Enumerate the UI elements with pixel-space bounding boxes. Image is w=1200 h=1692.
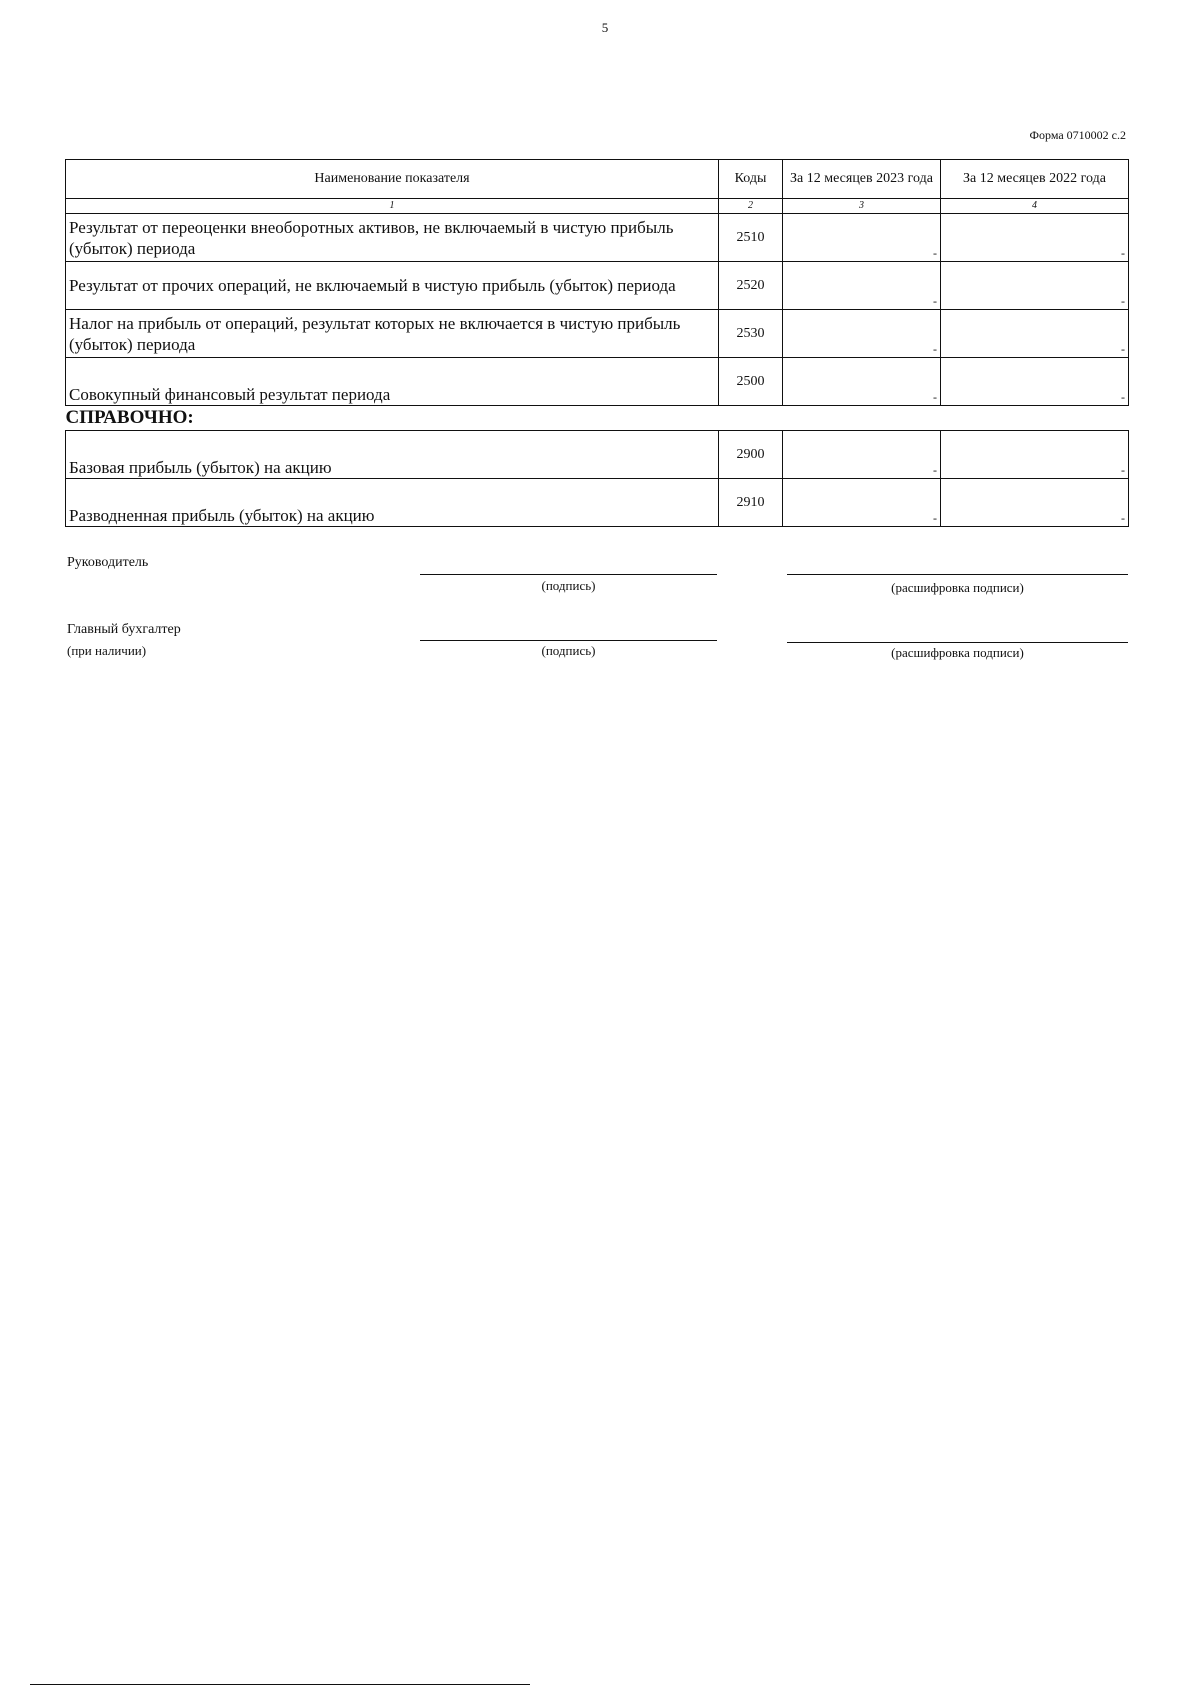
head-decoding-line[interactable] [787,574,1128,575]
page-bottom-rule [30,1684,530,1685]
column-number: 2 [719,199,783,214]
value-2023: - [933,511,937,525]
table-row [66,479,1129,527]
row-name: Результат от прочих операций, не включаемый в чистую прибыль (убыток) периода [66,262,719,310]
table-header-row [66,160,1129,199]
row-code: 2530 [719,310,783,358]
header-code: Коды [719,160,783,199]
value-2022: - [1121,463,1125,477]
value-2023: - [933,246,937,260]
head-decoding-caption: (расшифровка подписи) [891,580,1024,595]
head-signature-caption: (подпись) [541,578,596,593]
table-row [66,358,1129,406]
row-name: Налог на прибыль от операций, результат которых не включается в чистую прибыль (убыток) периода [66,310,719,358]
section-title-row [66,406,1129,431]
table-row [66,214,1129,262]
accountant-decoding-line[interactable] [787,642,1128,643]
column-number: 3 [783,199,941,214]
table-row [66,262,1129,310]
value-cell-2023 [783,358,941,406]
form-code: Форма 0710002 с.2 [1029,128,1126,142]
value-cell-2022 [941,358,1129,406]
value-2022: - [1121,246,1125,260]
row-code: 2510 [719,214,783,262]
value-2023: - [933,342,937,356]
column-number-row [66,199,1129,214]
page-number: 5 [601,20,609,35]
row-code: 2500 [719,358,783,406]
value-cell-2023 [783,214,941,262]
table-row [66,310,1129,358]
column-number: 4 [941,199,1129,214]
financial-results-table [65,159,1129,527]
value-cell-2023 [783,479,941,527]
header-name: Наименование показателя [66,160,719,199]
accountant-decoding-caption: (расшифровка подписи) [891,645,1024,660]
chief-accountant-label: Главный бухгалтер [67,622,181,637]
row-code: 2520 [719,262,783,310]
value-2022: - [1121,390,1125,404]
value-cell-2023 [783,310,941,358]
chief-accountant-note: (при наличии) [67,643,147,658]
row-code: 2910 [719,479,783,527]
row-name: Базовая прибыль (убыток) на акцию [66,431,719,479]
value-2022: - [1121,294,1125,308]
accountant-signature-caption: (подпись) [541,643,596,658]
header-2022: За 12 месяцев 2022 года [941,160,1129,199]
value-2023: - [933,390,937,404]
table-row [66,431,1129,479]
value-2022: - [1121,511,1125,525]
value-2023: - [933,294,937,308]
head-signature-line[interactable] [420,574,717,575]
value-2023: - [933,463,937,477]
value-2022: - [1121,342,1125,356]
row-code: 2900 [719,431,783,479]
row-name: Совокупный финансовый результат периода [66,358,719,406]
value-cell-2022 [941,431,1129,479]
header-2023: За 12 месяцев 2023 года [783,160,941,199]
accountant-signature-line[interactable] [420,640,717,641]
column-number: 1 [66,199,719,214]
row-name: Разводненная прибыль (убыток) на акцию [66,479,719,527]
value-cell-2023 [783,431,941,479]
row-name: Результат от переоценки внеоборотных активов, не включаемый в чистую прибыль (убыток) периода [66,214,719,262]
value-cell-2022 [941,262,1129,310]
value-cell-2023 [783,262,941,310]
value-cell-2022 [941,214,1129,262]
section-title: СПРАВОЧНО: [65,407,194,428]
head-label: Руководитель [67,555,149,570]
value-cell-2022 [941,479,1129,527]
value-cell-2022 [941,310,1129,358]
